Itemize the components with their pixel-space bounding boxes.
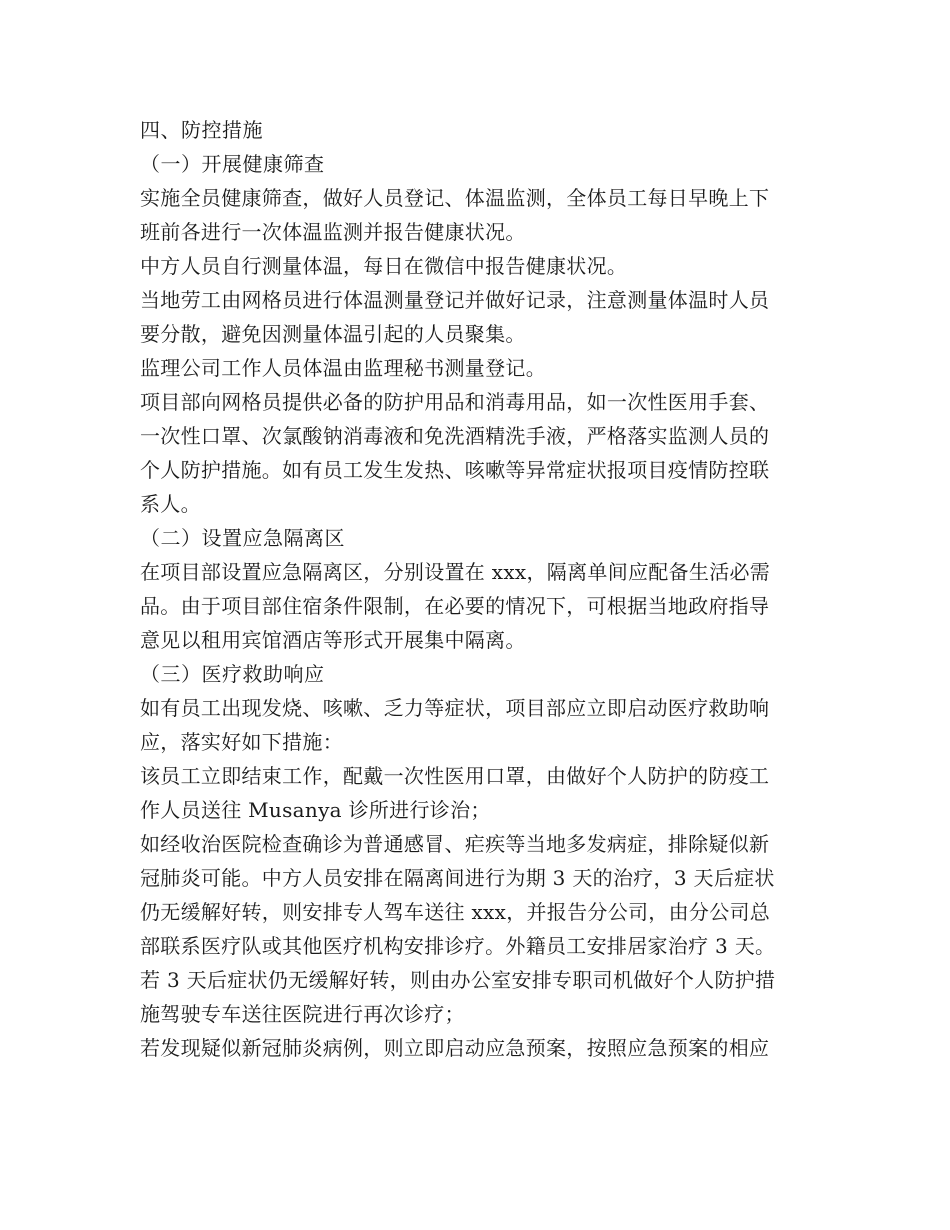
paragraph-line: 监理公司工作人员体温由监理秘书测量登记。 bbox=[140, 356, 546, 380]
subsection-heading: （一）开展健康筛查 bbox=[140, 152, 325, 176]
paragraph-line: 冠肺炎可能。中方人员安排在隔离间进行为期 3 天的治疗，3 天后症状 bbox=[140, 866, 775, 890]
paragraph-line: 在项目部设置应急隔离区，分别设置在 xxx，隔离单间应配备生活必需 bbox=[140, 560, 771, 584]
paragraph-line: 当地劳工由网格员进行体温测量登记并做好记录，注意测量体温时人员 bbox=[140, 288, 770, 312]
paragraph-line: 若 3 天后症状仍无缓解好转，则由办公室安排专职司机做好个人防护措 bbox=[140, 968, 776, 992]
paragraph-line: 如经收治医院检查确诊为普通感冒、疟疾等当地多发病症，排除疑似新 bbox=[140, 832, 770, 856]
paragraph-line: 一次性口罩、次氯酸钠消毒液和免洗酒精洗手液，严格落实监测人员的 bbox=[140, 424, 770, 448]
subsection-heading: （二）设置应急隔离区 bbox=[140, 526, 345, 550]
paragraph-line: 意见以租用宾馆酒店等形式开展集中隔离。 bbox=[140, 628, 526, 652]
section-heading: 四、防控措施 bbox=[140, 118, 263, 142]
paragraph-line: 该员工立即结束工作，配戴一次性医用口罩，由做好个人防护的防疫工 bbox=[140, 764, 770, 788]
paragraph-line: 部联系医疗队或其他医疗机构安排诊疗。外籍员工安排居家治疗 3 天。 bbox=[140, 934, 776, 958]
paragraph-line: 品。由于项目部住宿条件限制，在必要的情况下，可根据当地政府指导 bbox=[140, 594, 770, 618]
paragraph-line: 施驾驶专车送往医院进行再次诊疗； bbox=[140, 1002, 465, 1026]
paragraph-line: 应，落实好如下措施： bbox=[140, 730, 343, 754]
paragraph-line: 作人员送往 Musanya 诊所进行诊治； bbox=[140, 798, 491, 822]
paragraph-line: 项目部向网格员提供必备的防护用品和消毒用品，如一次性医用手套、 bbox=[140, 390, 770, 414]
paragraph-line: 仍无缓解好转，则安排专人驾车送往 xxx，并报告分公司，由分公司总 bbox=[140, 900, 771, 924]
document-body bbox=[140, 113, 820, 1065]
paragraph-line: 实施全员健康筛查，做好人员登记、体温监测，全体员工每日早晚上下 bbox=[140, 186, 770, 210]
paragraph-line: 中方人员自行测量体温，每日在微信中报告健康状况。 bbox=[140, 254, 628, 278]
paragraph-line: 个人防护措施。如有员工发生发热、咳嗽等异常症状报项目疫情防控联 bbox=[140, 458, 770, 482]
paragraph-line: 班前各进行一次体温监测并报告健康状况。 bbox=[140, 220, 526, 244]
paragraph-line: 系人。 bbox=[140, 492, 201, 516]
subsection-heading: （三）医疗救助响应 bbox=[140, 662, 325, 686]
paragraph-line: 如有员工出现发烧、咳嗽、乏力等症状，项目部应立即启动医疗救助响 bbox=[140, 696, 770, 720]
paragraph-line: 要分散，避免因测量体温引起的人员聚集。 bbox=[140, 322, 526, 346]
paragraph-line: 若发现疑似新冠肺炎病例，则立即启动应急预案，按照应急预案的相应 bbox=[140, 1036, 770, 1060]
